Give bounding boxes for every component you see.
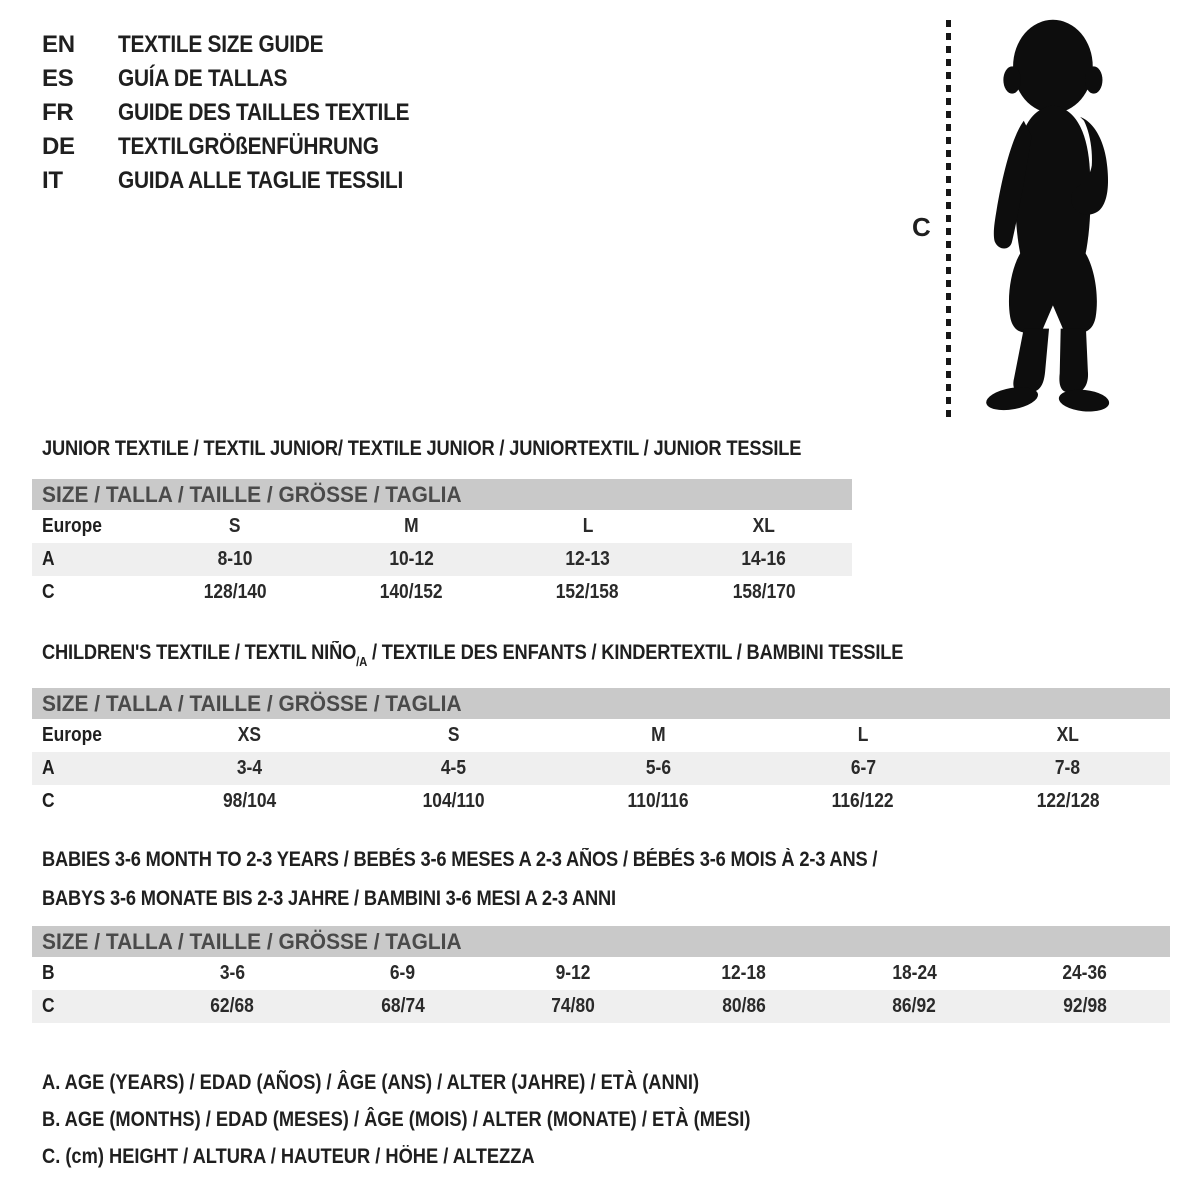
table-row [32,510,852,543]
lang-row-es [42,62,453,96]
babies-title-line-1 [42,840,1002,879]
row-label: C [42,790,55,812]
table-cell: 9-12 [555,962,591,984]
junior-section-title-text: JUNIOR TEXTILE / TEXTIL JUNIOR/ TEXTILE JUNIOR / JUNIORTEXTIL / JUNIOR TESSILE [42,437,802,460]
table-cell: 86/92 [892,995,937,1017]
legend-block [42,1064,856,1175]
children-table-header-text: SIZE / TALLA / TAILLE / GRÖSSE / TAGLIA [42,690,462,716]
table-cell: 110/116 [627,790,689,812]
language-title-list [42,28,453,198]
babies-section-title [42,840,1002,918]
lang-label-de: TEXTILGRÖßENFÜHRUNG [118,133,379,160]
junior-size-table [32,479,852,609]
legend-line-b-text: B. AGE (MONTHS) / EDAD (MESES) / ÂGE (MOIS) / ALTER (MONATE) / ETÀ (MESI) [42,1107,751,1131]
lang-row-it [42,164,453,198]
figure-block [900,10,1156,422]
table-row [32,719,1170,752]
table-cell: XL [752,515,775,537]
table-cell: 10-12 [389,548,434,570]
table-cell: 4-5 [441,757,467,779]
babies-table-body [32,957,1170,1023]
table-cell: 24-36 [1062,962,1108,984]
table-cell: 6-7 [850,757,876,779]
children-title-sub: /A [356,654,368,670]
table-cell: 8-10 [217,548,253,570]
table-cell: M [651,724,666,746]
lang-code-fr: FR [42,99,74,126]
table-cell: 62/68 [210,995,255,1017]
row-label: C [42,581,55,603]
table-cell: 14-16 [741,548,787,570]
lang-label-it: GUIDA ALLE TAGLIE TESSILI [118,167,404,194]
children-section-title [42,641,1032,670]
row-label: B [42,962,55,984]
lang-label-en: TEXTILE SIZE GUIDE [118,31,324,58]
table-row [32,576,852,609]
babies-table-header [32,926,1170,957]
table-row [32,990,1170,1023]
table-cell: 74/80 [551,995,596,1017]
lang-label-es: GUÍA DE TALLAS [118,65,288,92]
row-label: C [42,995,55,1017]
table-cell: 92/98 [1062,995,1107,1017]
children-size-table [32,688,1170,818]
babies-size-table [32,926,1170,1023]
row-label: Europe [42,515,102,537]
table-cell: 158/170 [732,581,796,603]
table-cell: 6-9 [390,962,416,984]
legend-line-c [42,1138,856,1175]
babies-title-line-2 [42,879,1002,918]
height-measure-dashed-line [946,20,951,418]
table-row [32,785,1170,818]
legend-line-a-text: A. AGE (YEARS) / EDAD (AÑOS) / ÂGE (ANS) / ALTER (JAHRE) / ETÀ (ANNI) [42,1070,700,1094]
table-cell: 98/104 [222,790,276,812]
table-cell: 80/86 [721,995,766,1017]
table-cell: XS [237,724,261,746]
table-cell: 122/128 [1036,790,1100,812]
lang-label-fr: GUIDE DES TAILLES TEXTILE [118,99,410,126]
babies-title-line-2-text: BABYS 3-6 MONATE BIS 2-3 JAHRE / BAMBINI 3-6 MESI A 2-3 ANNI [42,886,616,910]
children-title-post: / TEXTILE DES ENFANTS / KINDERTEXTIL / BAMBINI TESSILE [367,641,904,664]
children-table-header [32,688,1170,719]
table-cell: M [404,515,419,537]
table-cell: 7-8 [1055,757,1081,779]
junior-table-header [32,479,852,510]
height-measure-label: C [912,212,931,242]
table-cell: S [448,724,460,746]
lang-code-es: ES [42,65,74,92]
legend-line-b [42,1101,856,1138]
table-cell: 116/122 [832,790,895,812]
table-cell: 3-4 [236,757,262,779]
junior-table-header-text: SIZE / TALLA / TAILLE / GRÖSSE / TAGLIA [42,481,462,507]
junior-section-title [42,437,915,461]
children-table-body [32,719,1170,818]
table-cell: 18-24 [891,962,937,984]
table-cell: 5-6 [645,757,672,779]
table-cell: 104/110 [422,790,485,812]
legend-line-a [42,1064,856,1101]
table-cell: 12-18 [721,962,767,984]
babies-title-line-1-text: BABIES 3-6 MONTH TO 2-3 YEARS / BEBÉS 3-6 MESES A 2-3 AÑOS / BÉBÉS 3-6 MOIS À 2-3 ANS / [42,847,878,871]
table-cell: 3-6 [219,962,245,984]
row-label: A [42,757,55,779]
table-cell: 140/152 [379,581,443,603]
table-cell: 152/158 [556,581,620,603]
children-title-pre: CHILDREN'S TEXTILE / TEXTIL NIÑO [42,641,357,664]
table-row [32,543,852,576]
table-row [32,752,1170,785]
lang-code-de: DE [42,133,75,160]
children-section-title-text [42,641,904,670]
lang-row-en [42,28,453,62]
junior-table-body [32,510,852,609]
legend-line-c-text: C. (cm) HEIGHT / ALTURA / HAUTEUR / HÖHE / ALTEZZA [42,1144,535,1168]
toddler-silhouette [964,12,1136,420]
lang-code-it: IT [42,167,63,194]
row-label: A [42,548,55,570]
babies-table-header-text: SIZE / TALLA / TAILLE / GRÖSSE / TAGLIA [42,928,462,954]
table-cell: L [857,724,869,746]
table-cell: L [582,515,593,537]
table-cell: 128/140 [203,581,267,603]
lang-row-de [42,130,453,164]
table-cell: S [229,515,241,537]
table-cell: 12-13 [565,548,610,570]
table-cell: 68/74 [380,995,425,1017]
lang-code-en: EN [42,31,75,58]
lang-row-fr [42,96,453,130]
row-label: Europe [42,724,102,746]
table-cell: XL [1056,724,1079,746]
table-row [32,957,1170,990]
